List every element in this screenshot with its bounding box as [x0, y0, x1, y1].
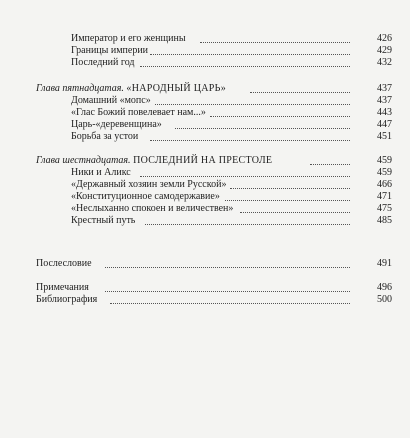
dot-leader — [155, 103, 350, 105]
dot-leader — [310, 163, 350, 165]
toc-entry-page: 437 — [362, 83, 392, 95]
toc-entry-title: Границы империи — [71, 45, 149, 56]
dot-leader — [150, 53, 350, 55]
toc-entry-page: 485 — [362, 215, 392, 227]
toc-entry-page: 459 — [362, 167, 392, 179]
chapter-heading — [36, 83, 228, 95]
toc-entry-page: 451 — [362, 131, 392, 143]
toc-entry-title: Борьба за устои — [71, 131, 139, 142]
dot-leader — [200, 41, 350, 43]
toc-entry-page: 496 — [362, 282, 392, 294]
toc-entry-page: 447 — [362, 119, 392, 131]
toc-entry-page: 475 — [362, 203, 392, 215]
chapter-number: Глава пятнадцатая. — [36, 83, 124, 94]
toc-entry — [0, 179, 410, 191]
toc-entry-title: «Конституционное самодержавие» — [71, 191, 220, 202]
chapter-title: ПОСЛЕДНИЙ НА ПРЕСТОЛЕ — [133, 155, 273, 166]
dot-leader — [140, 175, 350, 177]
dot-leader — [230, 187, 350, 189]
toc-entry-page: 491 — [362, 258, 392, 270]
toc-entry-title: Ники и Аликс — [71, 167, 131, 178]
toc-entry-title: Царь-«деревенщина» — [71, 119, 162, 130]
toc-entry-page: 426 — [362, 33, 392, 45]
chapter-title: «НАРОДНЫЙ ЦАРЬ» — [126, 83, 227, 94]
toc-entry — [0, 294, 410, 306]
toc-entry-title: Крестный путь — [71, 215, 136, 226]
dot-leader — [210, 115, 350, 117]
toc-entry — [0, 258, 410, 270]
toc-entry-title: «Державный хозяин земли Русской» — [71, 179, 227, 190]
dot-leader — [225, 199, 350, 201]
toc-entry-page: 443 — [362, 107, 392, 119]
toc-entry-title: Примечания — [36, 282, 89, 293]
toc-entry — [0, 203, 410, 215]
dot-leader — [140, 65, 350, 67]
toc-entry — [0, 167, 410, 179]
toc-entry — [0, 33, 410, 45]
toc-entry-title: Библиография — [36, 294, 98, 305]
dot-leader — [105, 266, 350, 268]
dot-leader — [105, 290, 350, 292]
dot-leader — [175, 127, 350, 129]
toc-entry — [0, 45, 410, 57]
dot-leader — [240, 211, 350, 213]
toc-entry — [0, 107, 410, 119]
toc-entry-title: Император и его женщины — [71, 33, 186, 44]
toc-entry-page: 466 — [362, 179, 392, 191]
dot-leader — [150, 139, 350, 141]
toc-chapter — [0, 155, 410, 167]
toc-entry-page: 429 — [362, 45, 392, 57]
toc-entry-title: Послесловие — [36, 258, 92, 269]
toc-entry — [0, 282, 410, 294]
chapter-heading — [36, 155, 274, 167]
toc-entry — [0, 215, 410, 227]
toc-entry-title: «Глас Божий повелевает нам...» — [71, 107, 206, 118]
toc-entry — [0, 57, 410, 69]
toc-entry-page: 471 — [362, 191, 392, 203]
toc-entry — [0, 119, 410, 131]
toc-entry — [0, 95, 410, 107]
toc-entry — [0, 131, 410, 143]
toc-entry-page: 437 — [362, 95, 392, 107]
toc-entry-page: 500 — [362, 294, 392, 306]
chapter-number: Глава шестнадцатая. — [36, 155, 131, 166]
toc-chapter — [0, 83, 410, 95]
toc-entry-title: «Неслыханно спокоен и величествен» — [71, 203, 234, 214]
toc-entry-title: Последний год — [71, 57, 135, 68]
toc-entry-page: 459 — [362, 155, 392, 167]
toc-entry-page: 432 — [362, 57, 392, 69]
toc-entry — [0, 191, 410, 203]
toc-entry-title: Домашний «мопс» — [71, 95, 151, 106]
dot-leader — [110, 302, 350, 304]
dot-leader — [250, 91, 350, 93]
dot-leader — [145, 223, 350, 225]
